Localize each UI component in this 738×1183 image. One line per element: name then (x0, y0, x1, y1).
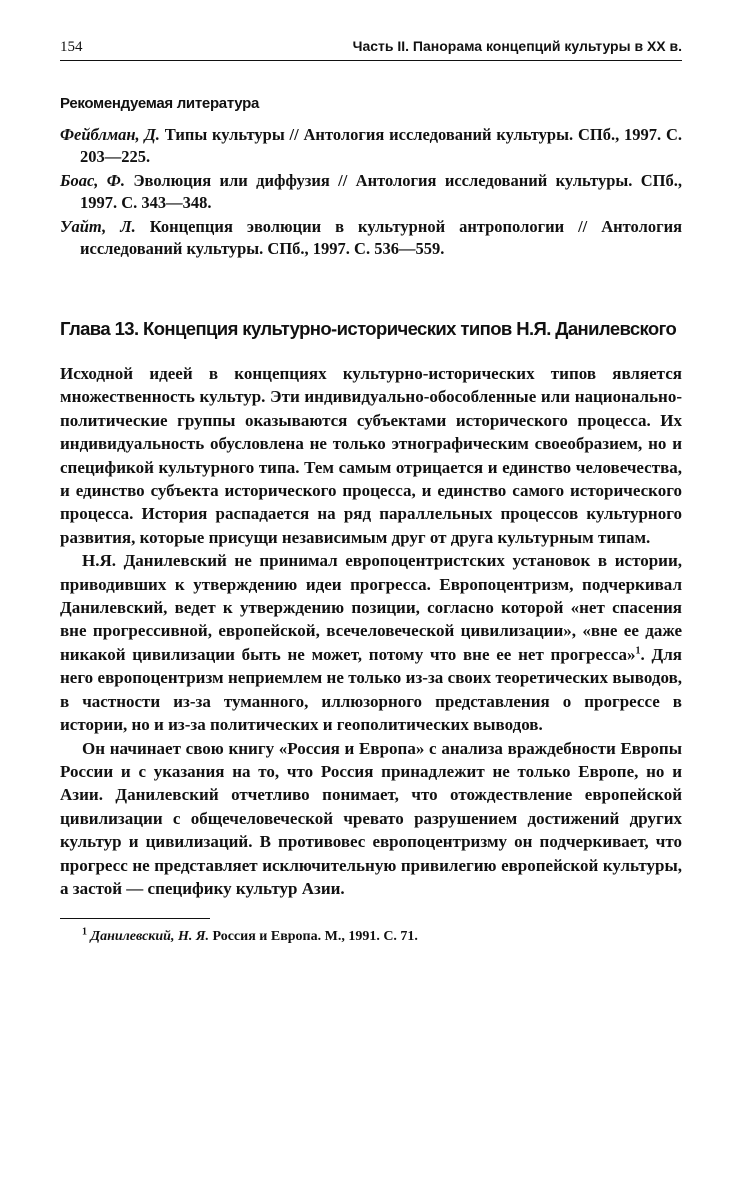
chapter-title: Глава 13. Концепция культурно-исторических типов Н.Я. Данилевского (60, 318, 677, 339)
references-list (60, 124, 682, 260)
reference-author: Фейблман, Д. (60, 125, 160, 144)
footnote (60, 926, 682, 945)
reference-text: Концепция эволюции в культурной антропологии // Антология исследований культуры. СПб., 1997. С. 536—559. (80, 217, 682, 258)
page-number: 154 (60, 39, 83, 55)
footnote-reference[interactable]: 1 (635, 645, 641, 657)
paragraph: Он начинает свою книгу «Россия и Европа» с анализа враждебности Европы России и с указания на то, что Россия принадлежит не только Европе, но и Азии. Данилевский отчетливо понимает, что отождествление европейской цивилизации с общечеловеческой чревато разрушением достижений других культур и цивилизаций. В противовес европоцентризму он подчеркивает, что прогресс не представляет исключительную привилегию европейской культуры, а застой — специфику культур Азии. (60, 738, 682, 898)
references-heading: Рекомендуемая литература (60, 95, 260, 112)
reference-text: Типы культуры // Антология исследований культуры. СПб., 1997. С. 203—225. (80, 125, 683, 166)
reference-text: Эволюция или диффузия // Антология исследований культуры. СПб., 1997. С. 343—348. (80, 171, 682, 212)
footnote-mark: 1 (82, 926, 87, 938)
paragraph: Исходной идеей в концепциях культурно-исторических типов является множественность культур. Эти индивидуально-обособленные или национально-политические группы оказываются субъектами исторического процесса. Их индивидуальность обусловлена не только этнографическим своеобразием, но и спецификой культурного типа. Тем самым отрицается и единство человечества, и единство субъекта исторического процесса, и единство самого исторического процесса. История распадается на ряд параллельных процессов культурного развития, которые присущи независимым друг от друга культурным типам. (60, 364, 682, 547)
reference-author: Боас, Ф. (60, 171, 125, 190)
footnote-author: Данилевский, Н. Я. (90, 929, 210, 945)
paragraph-text: . Для него европоцентризм неприемлем не только из-за своих теоретических выводов, в частности из-за туманного, иллюзорного представления о прогрессе в истории, но и из-за политических и геополитических выводов. (60, 644, 682, 735)
reference-item (60, 170, 682, 214)
reference-author: Уайт, Л. (60, 217, 136, 236)
reference-item (60, 124, 682, 168)
chapter-body (60, 362, 682, 900)
running-header (60, 38, 682, 61)
reference-item (60, 216, 682, 260)
footnote-text: Россия и Европа. М., 1991. С. 71. (212, 929, 418, 945)
paragraph (60, 549, 682, 736)
book-page (60, 38, 682, 945)
footnote-divider (60, 918, 210, 919)
running-title: Часть II. Панорама концепций культуры в XX в. (352, 38, 682, 54)
paragraph-text: Н.Я. Данилевский не принимал европоцентристских установок в истории, приводивших к утверждению идеи прогресса. Европоцентризм, подчеркивал Данилевский, ведет к утверждению позиции, согласно которой «нет спасения вне прогрессивной, европейской, всечеловеческой цивилизации», «вне ее даже никакой цивилизации быть не может, потому что вне ее нет прогресса» (60, 551, 682, 664)
